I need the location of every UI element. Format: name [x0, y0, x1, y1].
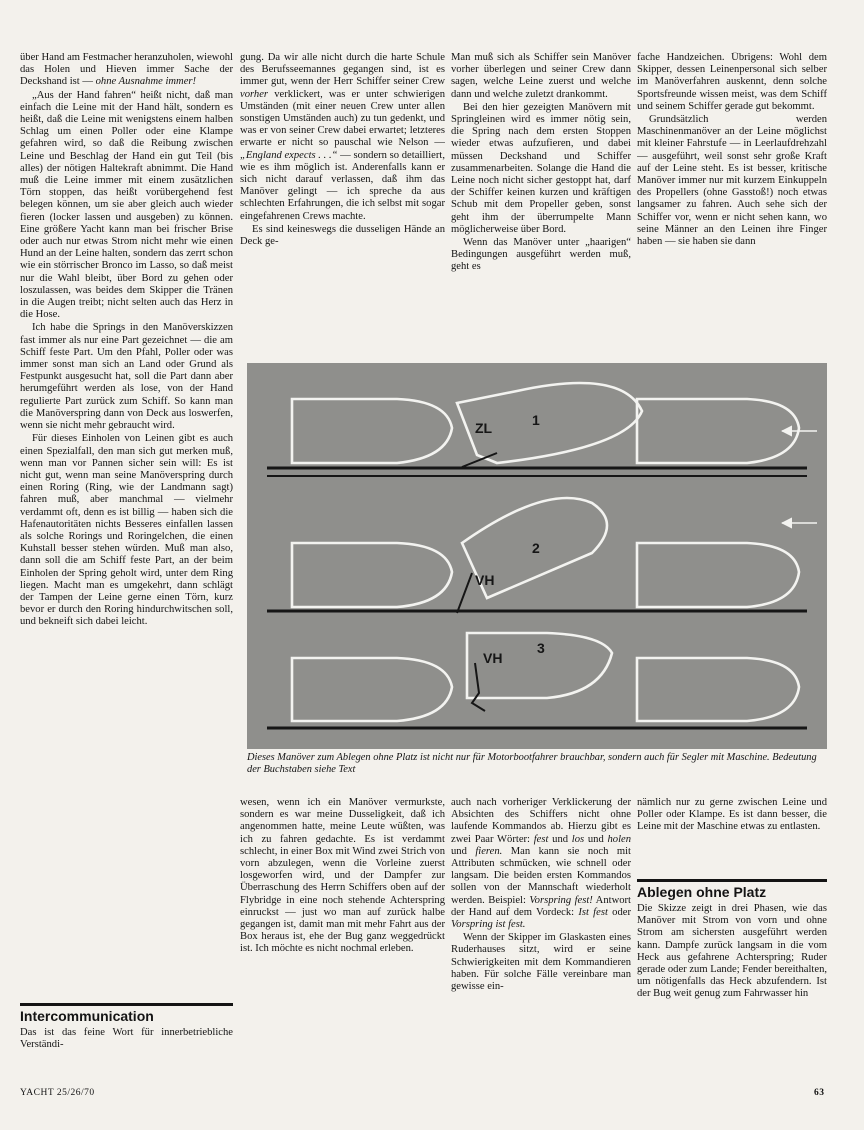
col1-paragraph-3: Ich habe die Springs in den Manöverskizzen fast immer als nur eine Part gezeichnet — die am Schiff feste Part. Um den Pfahl, Poller oder was immer sonst man sich an Land oder Grund als Festpunkt ausgesucht hat, soll die Part dann aber herumgeführt werden als lose, von der Hand regulierte Part zurück zum Schiff. So kann man die Manöverspring dann von Deck aus loswerfen, wenn sie nicht mehr gebraucht wird.: [20, 322, 233, 432]
boat-row3-right: [637, 658, 799, 721]
column-1: [20, 52, 233, 1000]
heading-ablegen-ohne-platz: Ablegen ohne Platz: [637, 879, 827, 901]
heading-intercommunication: Intercommunication: [20, 1003, 233, 1025]
col2-paragraph-1: gung. Da wir alle nicht durch die harte Schule des Berufsseemannes gegangen sind, ist es immer gut, wenn der Herr Schiffer seiner Crew vorher verklickert, was er unter schwierigen Umständen (mit einer neuen Crew unter allen sonstigen Umständen auch) zu tun gedenkt, und was er von seiner Crew dabei erwartet; letzteres erwarte er nicht so pauschal wie Nelson — „England expects . . .“ — sondern so detailliert, wie es ihm möglich ist. Anderenfalls kann er sich nicht darauf verlassen, daß ihm das Manöver gelingt — ich spreche da aus schlechten Erfahrungen, die ich selbst mit sogar eingefahrenen Crews machte.: [240, 52, 445, 222]
column-2: [240, 52, 445, 352]
label-vh-row3: VH: [483, 650, 503, 666]
label-zl: ZL: [475, 420, 493, 436]
column-7-continued: [637, 903, 827, 1063]
spring-line-2: [457, 573, 472, 613]
col7b-paragraph-1: Die Skizze zeigt in drei Phasen, wie das Manöver mit Strom von vorn und ohne Strom am sichersten ausgeführt werden kann. Dampfe zurück langsam in die vom Heck aus gefahrene Achterspring; Ruder gerade oder zum Lande; Fender bereithalten, um nötigenfalls das Heck abzufendern. Ist der Bug weit genug zum Fahrwasser hin: [637, 903, 827, 1000]
col1-paragraph-1: über Hand am Festmacher heranzuholen, wiewohl das Holen und Hieven immer Sache der Deckshand ist — ohne Ausnahme immer!: [20, 52, 233, 88]
col4-paragraph-1: fache Handzeichen. Übrigens: Wohl dem Skipper, dessen Leinenpersonal sich selber im Manöverfahren auskennt, denn solche Sportsfreunde wissen meist, was dem Schiff und seinem Schiffer gerade gut bekommt.: [637, 52, 827, 112]
column-1-continued: [20, 1027, 233, 1057]
col1b-paragraph-1: Das ist das feine Wort für innerbetriebliche Verständi-: [20, 1027, 233, 1051]
footer-magazine: YACHT 25/26/70: [20, 1088, 95, 1098]
col3-paragraph-3: Wenn das Manöver unter „haarigen“ Bedingungen ausgeführt werden muß, geht es: [451, 237, 631, 273]
col2-paragraph-2: Es sind keineswegs die dusseligen Hände an Deck ge-: [240, 223, 445, 248]
boat-row2-left: [292, 543, 452, 607]
boat-row2-right: [637, 543, 799, 607]
col3-paragraph-2: Bei den hier gezeigten Manövern mit Springleinen wird es immer nötig sein, die Spring nach dem ersten Stoppen wieder etwas aufzufieren, und dabei müssen Deckshand und Schiffer zusammenarbeiten. Solange die Hand die Leine noch nicht sicher gestoppt hat, darf der Schiffer keinen kurzen und kräftigen Schub mit dem Propeller geben, sonst geht ihm der überrumpelte Mann möglicherweise über Bord.: [451, 101, 631, 235]
label-2: 2: [532, 540, 540, 556]
col6-paragraph-2: Wenn der Skipper im Glaskasten eines Ruderhauses sitzt, wird er seine Schwierigkeiten mit dem Kommandieren haben. Für solche Fälle vereinbare man gewisse ein-: [451, 932, 631, 993]
boat-row1-left: [292, 399, 452, 463]
col1-paragraph-4: Für dieses Einholen von Leinen gibt es auch einen Spezialfall, den man sich gut merken muß, wenn man vor Pannen sicher sein will: Es ist nicht gut, wenn man seine Manöverspring durch einen Roring (Ring, wie der Landmann sagt) fahren muß, aber manchmal — vielmehr verdammt oft, denn es ist billig — haben sich die Hafenautoritäten nichts Besseres einfallen lassen als solche Rorings und Roringelchen, die einen Kuhstall besser stehen würden. Muß man also, dann soll die am Schiff feste Part, an der beim Einholen der Spring geholt wird, unter dem Ring liegen. Macht man es umgekehrt, dann schlägt der Tampen der Leine gerne einen Törn, kurz bevor er durch den Roring hindurchwitschen soll, und bekneift sich dabei leicht.: [20, 433, 233, 628]
col4-paragraph-2: Grundsätzlich werden Maschinenmanöver an der Leine möglichst mit kleiner Fahrstufe — in Leerlaufdrehzahl — ausgeführt, weil sonst sehr große Kraft auf der Leine steht. Es ist besser, kritische Manöver immer nur mit kurzem Einkuppeln des Propellers (ohne Gasstoß!) noch etwas langsamer zu fahren. Auch sehe sich der Schiffer vor, wenn er nicht sehen kann, wo seine Männer an den Leinen ihre Finger haben — sie haben sie dann: [637, 114, 827, 248]
boat-row1-right: [637, 399, 799, 463]
column-7: [637, 797, 827, 862]
col7-paragraph-1: nämlich nur zu gerne zwischen Leine und Poller oder Klampe. Es ist dann besser, die Leine mit der Maschine etwas zu entlasten.: [637, 797, 827, 833]
column-3: [451, 52, 631, 352]
label-1: 1: [532, 412, 540, 428]
column-4: [637, 52, 827, 352]
label-3: 3: [537, 640, 545, 656]
col1-paragraph-2: „Aus der Hand fahren“ heißt nicht, daß man einfach die Leine mit der Hand hält, sondern es heißt, daß die Leine mit wenigstens einem halben Schlag um einen Poller oder eine Klampe gefahren wird, so daß die Reibung zwischen Leine und Beschlag der Hand ein gut Teil (bis alles) der nötigen Haltekraft abnimmt. Die Hand muß die Leine immer mit einem zusätzlichen Törn stoppen, das heißt vorübergehend fest belegen können, um sie aber gleich auch wieder fieren (locker lassen und ausgeben) zu können. Eine größere Yacht kann man bei frischer Brise oder auch nur etwas Strom nicht mehr wie einen Hund an der Leine halten, sondern das zerrt schon wie ein störrischer Bronco im Lasso, so daß meist nur die Wahl bleibt, über Bord zu gehen oder loszulassen, was beides dem Skipper die Tränen in die Augen treibt; nicht selten auch das Herz in die Hose.: [20, 89, 233, 321]
column-6: [451, 797, 631, 1062]
column-5: [240, 797, 445, 1062]
page-number: 63: [814, 1088, 825, 1098]
label-vh-row2: VH: [475, 572, 495, 588]
spring-line-3: [472, 663, 485, 711]
col6-paragraph-1: auch nach vorheriger Verklickerung der Absichten des Schiffers nicht ohne laufende Kommandos ab. Hierzu gibt es zwei Paar Wörter: fest und los und holen und fieren. Man kann sie noch mit Attributen schmücken, wie schnell oder langsam. Die beiden ersten Kommandos sollen von der Mannschaft wiederholt werden. Beispiel: Vorspring fest! Antwort der Hand auf dem Vordeck: Ist fest oder Vorspring ist fest.: [451, 797, 631, 931]
boat-row3-left: [292, 658, 452, 721]
col5-paragraph-1: wesen, wenn ich ein Manöver vermurkste, sondern es war meine Dusseligkeit, daß ich angenommen hatte, meine Leute wüßten, was ich zu fahren gedachte. Es ist verdammt schlecht, in einer Box mit Wind zwei Strich von vorn abzulegen, wenn die Vorleine zuerst losgeworfen wird, und der Dampfer zur Überraschung des Herrn Schiffers oben auf der Flybridge in eine noch stehende Achterspring einruckst — just wo man auf zurück halbe gegangen ist, damit man mit mehr Fahrt aus der Box heraus ist, ehe der Bug ganz weggedrückt ist. Ich möchte es nicht nochmal erleben.: [240, 797, 445, 955]
figure-caption: Dieses Manöver zum Ablegen ohne Platz ist nicht nur für Motorbootfahrer brauchbar, sondern auch für Segler mit Maschine. Bedeutung der Buchstaben siehe Text: [247, 752, 817, 776]
col3-paragraph-1: Man muß sich als Schiffer sein Manöver vorher überlegen und seiner Crew dann sagen, welche Leine zuerst und welche dann und welche zuletzt drankommt.: [451, 52, 631, 100]
maneuver-diagram: [247, 363, 827, 749]
